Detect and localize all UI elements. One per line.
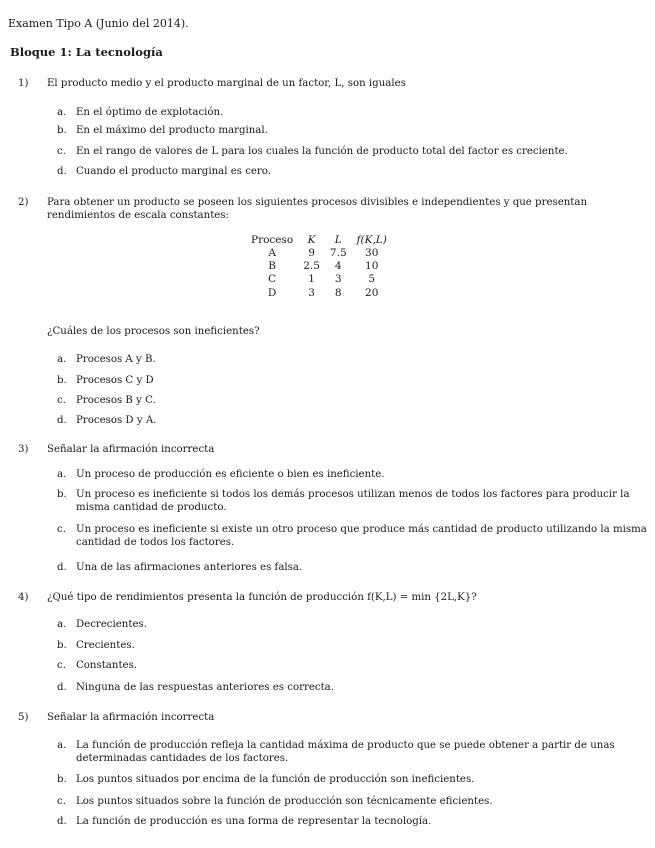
option-a[interactable]	[57, 619, 647, 632]
option-label: a.	[57, 354, 67, 365]
question-stem: ¿Qué tipo de rendimientos presenta la función de producción f(K,L) = min {2L,K}?	[47, 592, 477, 603]
option-label: c.	[57, 395, 66, 406]
table-header: K	[307, 234, 316, 246]
option-c[interactable]	[57, 395, 647, 408]
option-label: d.	[57, 166, 67, 177]
option-text: Un proceso de producción es eficiente o bien es ineficiente.	[76, 469, 385, 480]
question-4	[18, 592, 645, 605]
option-text: Procesos D y A.	[76, 415, 157, 426]
question-stem: Señalar la afirmación incorrecta	[47, 712, 215, 723]
question-number: 4)	[18, 592, 29, 603]
option-text: La función de producción refleja la cantidad máxima de producto que se puede obtener a partir de unas determinadas cantidades de los factores.	[76, 740, 615, 764]
option-a[interactable]	[57, 740, 647, 766]
option-label: b.	[57, 489, 67, 500]
question-number: 5)	[18, 712, 29, 723]
option-label: c.	[57, 796, 66, 807]
process-table	[246, 234, 392, 300]
table-row	[246, 273, 392, 286]
question-number: 2)	[18, 197, 29, 208]
table-header: Proceso	[251, 234, 294, 246]
table-header-row	[246, 234, 392, 247]
option-text: La función de producción es una forma de representar la tecnología.	[76, 816, 432, 827]
table-cell: 30	[365, 247, 379, 260]
question-2-prompt: ¿Cuáles de los procesos son ineficientes?	[47, 326, 260, 337]
option-text: Decrecientes.	[76, 619, 147, 630]
table-cell: 4	[334, 260, 342, 273]
option-text: Los puntos situados sobre la función de producción son técnicamente eficientes.	[76, 796, 493, 807]
option-b[interactable]	[57, 640, 647, 653]
option-b[interactable]	[57, 774, 647, 787]
table-cell: 7.5	[329, 247, 347, 260]
option-label: c.	[57, 660, 66, 671]
option-text: En el máximo del producto marginal.	[76, 125, 268, 136]
table-cell: B	[268, 260, 276, 273]
option-text: Procesos B y C.	[76, 395, 156, 406]
option-text: Cuando el producto marginal es cero.	[76, 166, 271, 177]
option-label: a.	[57, 619, 67, 630]
option-text: Ninguna de las respuestas anteriores es correcta.	[76, 682, 334, 693]
question-2	[18, 197, 645, 223]
option-text: Constantes.	[76, 660, 138, 671]
question-number: 3)	[18, 444, 29, 455]
option-label: a.	[57, 469, 67, 480]
option-label: b.	[57, 774, 67, 785]
question-stem: Para obtener un producto se poseen los siguientes procesos divisibles e independientes y que presentan rendimientos de escala constantes:	[47, 197, 588, 221]
option-c[interactable]	[57, 660, 647, 673]
table-cell: 8	[334, 286, 342, 299]
option-text: Procesos C y D	[76, 375, 154, 386]
table-header: L	[334, 234, 342, 246]
question-5	[18, 712, 645, 725]
option-label: d.	[57, 415, 67, 426]
table-row	[246, 247, 392, 260]
option-label: c.	[57, 146, 66, 157]
option-text: Un proceso es ineficiente si existe un otro proceso que produce más cantidad de producto utilizando la misma cantidad de todos los factores.	[76, 524, 647, 548]
option-d[interactable]	[57, 816, 647, 829]
question-1	[18, 78, 645, 91]
option-c[interactable]	[57, 146, 647, 159]
option-label: d.	[57, 562, 67, 573]
option-text: En el rango de valores de L para los cuales la función de producto total del factor es creciente.	[76, 146, 568, 157]
option-text: Los puntos situados por encima de la función de producción son ineficientes.	[76, 774, 475, 785]
table-row	[246, 260, 392, 273]
option-text: En el óptimo de explotación.	[76, 107, 224, 118]
option-d[interactable]	[57, 166, 647, 179]
option-text: Un proceso es ineficiente si todos los demás procesos utilizan menos de todos los factores para producir la misma cantidad de producto.	[76, 489, 630, 513]
option-label: b.	[57, 640, 67, 651]
section-title: Bloque 1: La tecnología	[10, 45, 163, 59]
option-a[interactable]	[57, 107, 647, 120]
table-cell: 3	[308, 286, 315, 299]
question-3	[18, 444, 645, 457]
option-d[interactable]	[57, 415, 647, 428]
option-a[interactable]	[57, 354, 647, 367]
option-b[interactable]	[57, 375, 647, 388]
option-label: c.	[57, 524, 66, 535]
table-cell: 3	[334, 273, 342, 286]
option-label: d.	[57, 816, 67, 827]
option-c[interactable]	[57, 524, 647, 550]
option-text: Una de las afirmaciones anteriores es falsa.	[76, 562, 303, 573]
table-cell: 2.5	[303, 260, 320, 273]
option-text: Procesos A y B.	[76, 354, 156, 365]
exam-header: Examen Tipo A (Junio del 2014).	[8, 17, 189, 30]
question-stem: Señalar la afirmación incorrecta	[47, 444, 215, 455]
option-d[interactable]	[57, 562, 647, 575]
option-label: d.	[57, 682, 67, 693]
table-cell: A	[268, 247, 276, 260]
option-label: b.	[57, 375, 67, 386]
table-header: f(K,L)	[356, 234, 387, 246]
table-cell: 9	[308, 247, 315, 260]
option-label: a.	[57, 107, 67, 118]
option-d[interactable]	[57, 682, 647, 695]
table-cell: D	[267, 286, 277, 299]
option-a[interactable]	[57, 469, 647, 482]
table-row	[246, 287, 392, 300]
question-number: 1)	[18, 78, 29, 89]
table-cell: C	[268, 273, 277, 286]
option-b[interactable]	[57, 125, 647, 138]
table-cell: 1	[308, 273, 315, 286]
question-stem: El producto medio y el producto marginal de un factor, L, son iguales	[47, 78, 406, 89]
table-cell: 10	[365, 260, 379, 273]
option-c[interactable]	[57, 796, 647, 809]
option-label: b.	[57, 125, 67, 136]
option-b[interactable]	[57, 489, 647, 515]
table-cell: 5	[368, 273, 376, 286]
option-text: Crecientes.	[76, 640, 135, 651]
table-cell: 20	[365, 286, 379, 299]
option-label: a.	[57, 740, 67, 751]
